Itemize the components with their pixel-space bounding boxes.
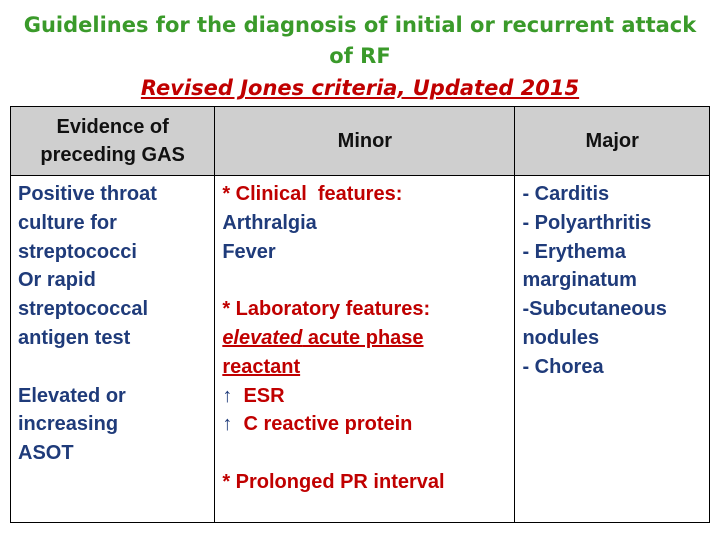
major-cell — [515, 176, 710, 523]
lab-acute-phase-text: acute phase — [302, 326, 424, 349]
up-arrow-icon: ↑ — [222, 384, 233, 407]
clinical-features-heading: * Clinical features: — [222, 183, 403, 205]
major-item: nodules — [522, 326, 600, 349]
lab-features-heading: * Laboratory features: — [222, 298, 431, 321]
gas-line: culture for — [18, 211, 117, 234]
pr-interval-text: * Prolonged PR interval — [222, 470, 445, 493]
major-item: - Chorea — [522, 355, 604, 378]
gas-line: Or rapid — [18, 269, 96, 292]
gas-line: Positive throat — [18, 183, 157, 205]
lab-crp-text: C reactive protein — [243, 413, 413, 436]
spacer — [18, 353, 207, 382]
table-header-row — [11, 107, 710, 176]
lab-crp-line — [222, 410, 507, 439]
minor-cell — [215, 176, 515, 523]
gas-line: streptococci — [18, 240, 137, 263]
lab-esr-text: ESR — [243, 384, 285, 407]
lab-reactant-text: reactant — [222, 355, 301, 378]
page-title: Guidelines for the diagnosis of initial or recurrent attack of RF — [23, 13, 697, 68]
header-major: Major — [515, 107, 710, 176]
gas-line: streptococcal — [18, 298, 149, 321]
minor-item: Arthralgia — [222, 211, 317, 234]
major-item: - Erythema — [522, 240, 626, 263]
lab-acute-phase-line — [222, 324, 507, 353]
major-item: - Carditis — [522, 183, 610, 205]
title-block — [0, 0, 720, 102]
gas-line: antigen test — [18, 326, 131, 349]
spacer — [222, 266, 507, 295]
header-minor: Minor — [215, 107, 515, 176]
page-subtitle: Revised Jones criteria, Updated 2015 — [140, 76, 580, 100]
header-gas: Evidence of preceding GAS — [11, 107, 215, 176]
major-item: - Polyarthritis — [522, 211, 652, 234]
gas-line: increasing — [18, 413, 119, 436]
table-row — [11, 176, 710, 523]
gas-line: ASOT — [18, 442, 74, 465]
lab-elevated-word: elevated — [222, 326, 303, 349]
major-item: marginatum — [522, 269, 637, 292]
jones-criteria-table — [10, 106, 710, 523]
major-item: -Subcutaneous — [522, 298, 667, 321]
spacer — [222, 439, 507, 468]
gas-cell — [11, 176, 215, 523]
up-arrow-icon: ↑ — [222, 413, 233, 436]
lab-esr-line — [222, 382, 507, 411]
gas-line: Elevated or — [18, 384, 126, 407]
minor-item: Fever — [222, 240, 276, 263]
